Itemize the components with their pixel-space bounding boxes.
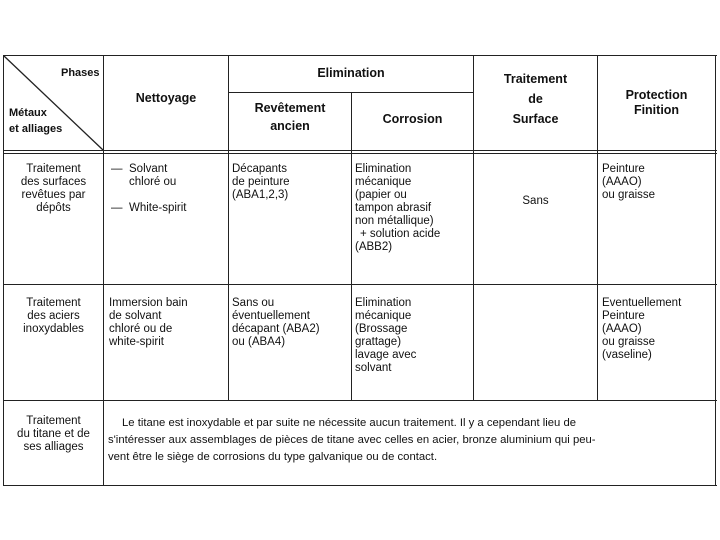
header-revetement-line1: Revêtement	[254, 101, 326, 115]
line: Eventuellement	[602, 297, 682, 309]
table-border-bottom	[3, 485, 717, 486]
row1-nettoyage-item1-cont: chloré ou	[129, 176, 177, 188]
line: Peinture	[602, 163, 645, 175]
header-phases: Phases	[61, 67, 100, 79]
header-traitement-line3: Surface	[512, 112, 559, 126]
line: Décapants	[232, 163, 287, 175]
row1-nettoyage-item1	[111, 163, 226, 176]
row2-revetement	[232, 297, 350, 349]
row2-label	[4, 297, 103, 336]
line: de solvant	[109, 310, 162, 322]
table-border-right	[715, 55, 716, 486]
header-nettoyage: Nettoyage	[135, 91, 197, 105]
line: (papier ou	[355, 189, 407, 201]
dash: —	[111, 163, 123, 175]
line: (Brossage	[355, 323, 408, 335]
line: décapant (ABA2)	[232, 323, 320, 335]
text: Solvant	[129, 163, 168, 175]
paragraph-line: Le titane est inoxydable et par suite ne nécessite aucun traitement. Il y a cependant lieu de	[122, 417, 577, 429]
paragraph-line: vent être le siège de corrosions du type galvanique ou de contact.	[108, 451, 438, 463]
row3-label	[4, 415, 103, 454]
line: (AAAO)	[602, 176, 642, 188]
row1-corrosion	[355, 163, 472, 254]
header-bottom-rule	[3, 150, 717, 151]
line: (vaseline)	[602, 349, 652, 361]
row2-nettoyage	[109, 297, 227, 349]
row2-label-line: des aciers	[27, 310, 80, 322]
table-border-top	[3, 55, 717, 56]
header-traitement-line2: de	[528, 92, 543, 106]
header-corrosion: Corrosion	[382, 112, 443, 126]
col-divider-3	[351, 92, 352, 401]
header-bottom-rule-double	[3, 153, 717, 154]
line: (ABA1,2,3)	[232, 189, 289, 201]
row3-label-line: ses alliages	[23, 441, 84, 453]
row2-bottom-rule	[3, 400, 717, 401]
row2-label-line: Traitement	[26, 297, 81, 309]
line: grattage)	[355, 336, 402, 348]
row2-protection	[602, 297, 714, 362]
line: non métallique)	[355, 215, 434, 227]
line: Immersion bain	[109, 297, 188, 309]
line: ou (ABA4)	[232, 336, 286, 348]
text: White-spirit	[129, 202, 187, 214]
line: ou graisse	[602, 336, 656, 348]
line: tampon abrasif	[355, 202, 432, 214]
row2-label-line: inoxydables	[23, 323, 84, 335]
line: ou graisse	[602, 189, 656, 201]
row1-revetement	[232, 163, 350, 202]
row1-label-line: revêtues par	[21, 189, 86, 201]
line: mécanique	[355, 176, 412, 188]
row1-traitement: Sans	[522, 195, 549, 207]
header-protection-line1: Protection	[625, 88, 688, 102]
header-metaux: Métaux	[9, 107, 47, 119]
row1-label-line: des surfaces	[20, 176, 87, 188]
treatment-table	[3, 55, 717, 487]
row1-nettoyage-item2	[111, 202, 226, 215]
line: white-spirit	[109, 336, 164, 348]
paragraph-line: s'intéresser aux assemblages de pièces de titane avec celles en acier, bronze aluminium qui peu-	[108, 434, 596, 446]
header-revetement-line2: ancien	[270, 119, 310, 133]
header-protection-line2: Finition	[633, 103, 680, 117]
row1-label-line: dépôts	[36, 202, 71, 214]
line: (AAAO)	[602, 323, 642, 335]
row3-label-line: Traitement	[26, 415, 81, 427]
row1-label	[4, 163, 103, 215]
row3-label-line: du titane et de	[17, 428, 90, 440]
header-elimination: Elimination	[317, 66, 385, 80]
row1-protection	[602, 163, 714, 202]
line: Elimination	[355, 297, 412, 309]
line: mécanique	[355, 310, 412, 322]
row2-corrosion	[355, 297, 472, 375]
line: de peinture	[232, 176, 290, 188]
line: éventuellement	[232, 310, 310, 322]
header-alliages: et alliages	[9, 123, 63, 135]
line: + solution acide	[360, 228, 441, 240]
row1-nettoyage	[111, 163, 226, 215]
line: Peinture	[602, 310, 645, 322]
line: Elimination	[355, 163, 412, 175]
line: (ABB2)	[355, 241, 393, 253]
row1-label-line: Traitement	[26, 163, 81, 175]
line: lavage avec	[355, 349, 417, 361]
line: solvant	[355, 362, 392, 374]
header-traitement-line1: Traitement	[503, 72, 568, 86]
line: Sans ou	[232, 297, 275, 309]
row1-bottom-rule	[3, 284, 717, 285]
line: chloré ou de	[109, 323, 173, 335]
dash: —	[111, 202, 123, 214]
row3-titanium-text	[108, 415, 714, 466]
